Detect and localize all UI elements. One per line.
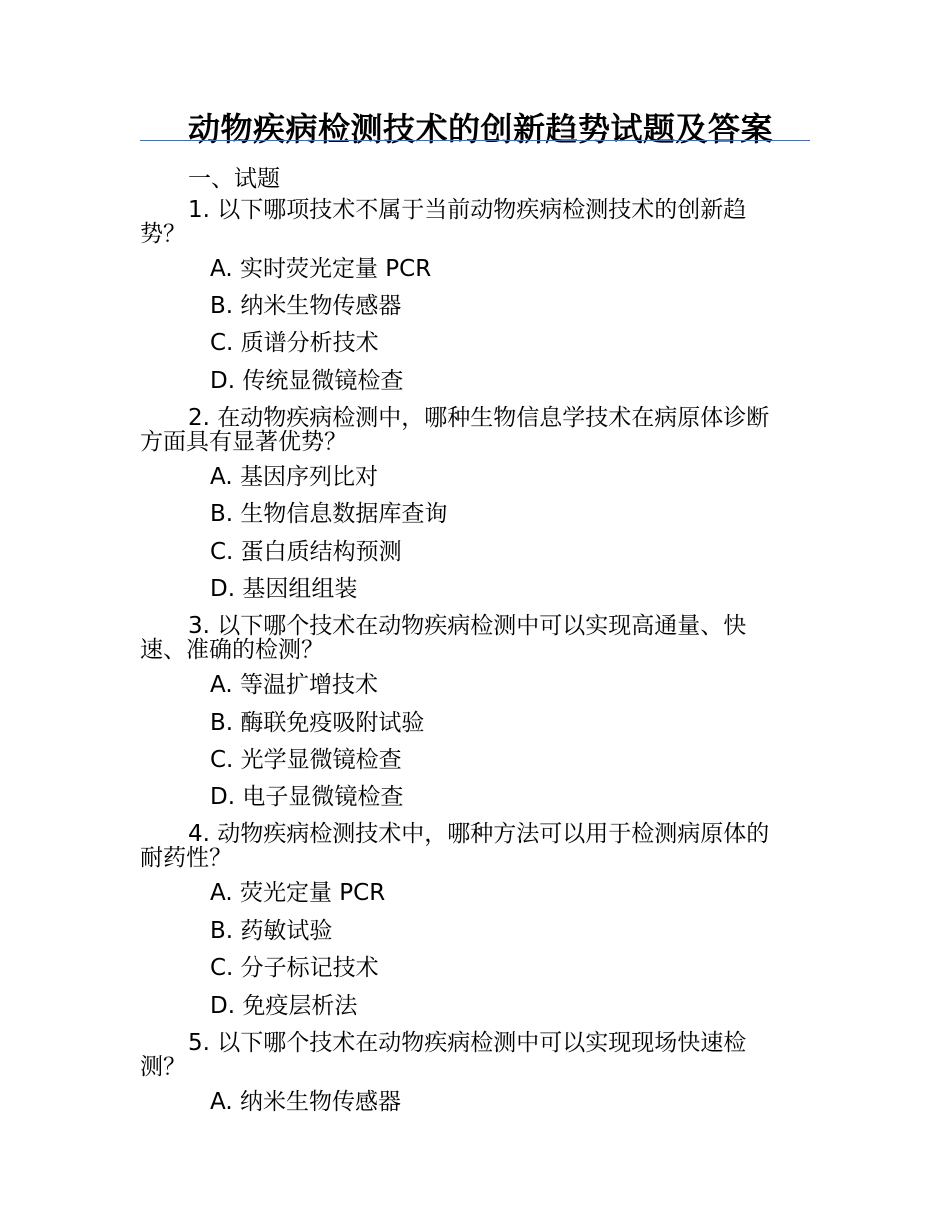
option-4d: D. 免疫层析法	[210, 993, 358, 1019]
question-2	[140, 406, 820, 454]
option-2a: A. 基因序列比对	[210, 464, 378, 490]
question-text-line2: 测？	[140, 1054, 186, 1080]
option-5a: A. 纳米生物传感器	[210, 1089, 401, 1115]
question-text-line1: 5. 以下哪个技术在动物疾病检测中可以实现现场快速检	[188, 1030, 747, 1056]
question-text-line1: 1. 以下哪项技术不属于当前动物疾病检测技术的创新趋	[188, 197, 747, 223]
option-3d: D. 电子显微镜检查	[210, 784, 404, 810]
option-3a: A. 等温扩增技术	[210, 672, 378, 698]
option-4a: A. 荧光定量 PCR	[210, 880, 386, 906]
option-4b: B. 药敏试验	[210, 918, 333, 944]
question-text-line2: 速、准确的检测？	[140, 637, 324, 663]
option-1a: A. 实时荧光定量 PCR	[210, 256, 432, 282]
question-text-line1: 2. 在动物疾病检测中，哪种生物信息学技术在病原体诊断	[188, 405, 770, 431]
option-3b: B. 酶联免疫吸附试验	[210, 710, 425, 736]
question-1	[140, 198, 820, 246]
question-text-line2: 势？	[140, 221, 186, 247]
option-2c: C. 蛋白质结构预测	[210, 539, 402, 565]
option-1d: D. 传统显微镜检查	[210, 368, 404, 394]
question-text-line1: 4. 动物疾病检测技术中，哪种方法可以用于检测病原体的	[188, 821, 770, 847]
question-3	[140, 614, 820, 662]
option-4c: C. 分子标记技术	[210, 955, 379, 981]
question-5	[140, 1031, 820, 1079]
question-text-line2: 耐药性？	[140, 845, 232, 871]
title-underline	[140, 140, 810, 141]
option-1c: C. 质谱分析技术	[210, 330, 379, 356]
question-text-line1: 3. 以下哪个技术在动物疾病检测中可以实现高通量、快	[188, 613, 747, 639]
section-heading: 一、试题	[188, 166, 280, 192]
option-1b: B. 纳米生物传感器	[210, 293, 402, 319]
option-2d: D. 基因组组装	[210, 576, 358, 602]
option-2b: B. 生物信息数据库查询	[210, 501, 448, 527]
question-4	[140, 822, 820, 870]
question-text-line2: 方面具有显著优势？	[140, 429, 347, 455]
page-title: 动物疾病检测技术的创新趋势试题及答案	[188, 110, 774, 148]
option-3c: C. 光学显微镜检查	[210, 747, 402, 773]
